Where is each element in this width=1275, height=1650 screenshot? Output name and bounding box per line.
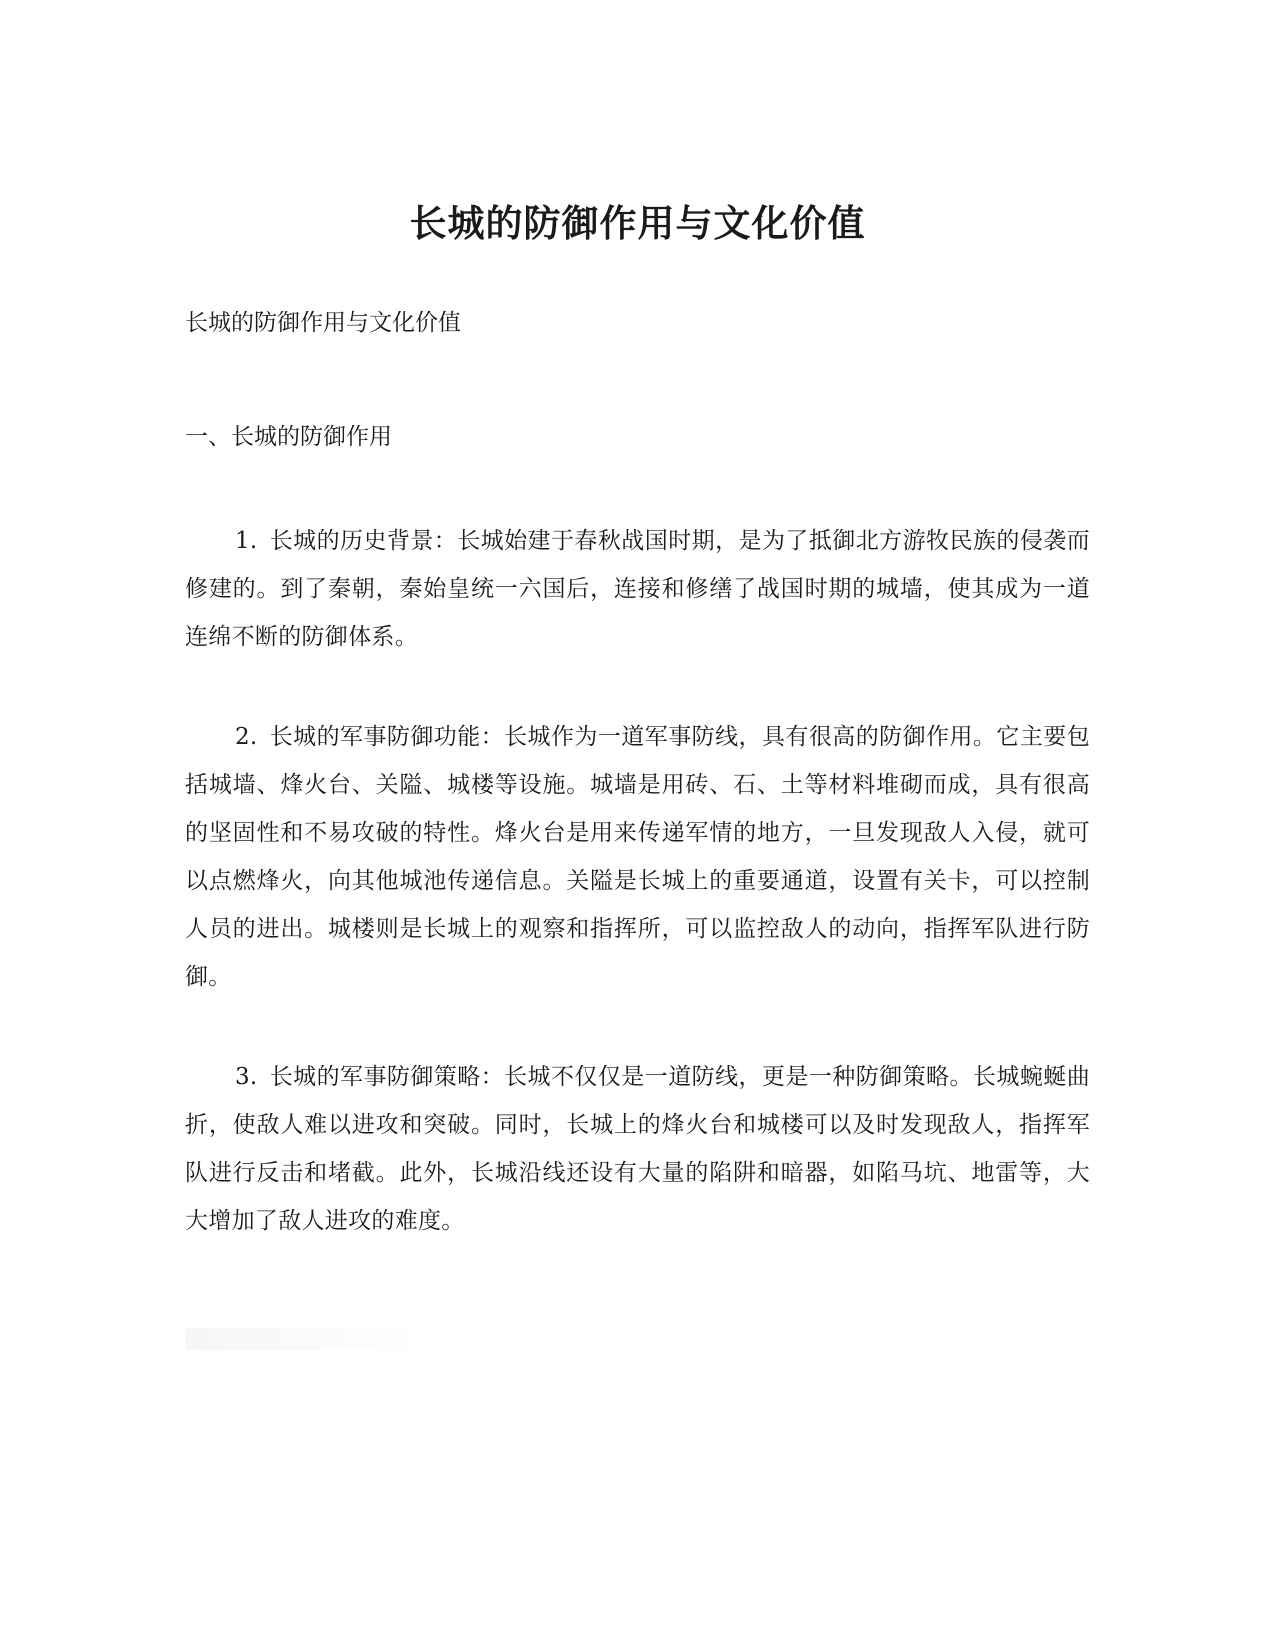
paragraph-number: 3. — [235, 1064, 258, 1090]
paragraph-text: 长城的历史背景：长城始建于春秋战国时期，是为了抵御北方游牧民族的侵袭而修建的。到了秦朝，秦始皇统一六国后，连接和修缮了战国时期的城墙，使其成为一道连绵不断的防御体系。 — [185, 528, 1090, 650]
document-subtitle: 长城的防御作用与文化价值 — [185, 310, 461, 336]
paragraph-1 — [185, 517, 1090, 661]
paragraph-number: 1. — [235, 528, 258, 554]
section-heading: 一、长城的防御作用 — [185, 424, 392, 450]
paragraph-text: 长城的军事防御功能：长城作为一道军事防线，具有很高的防御作用。它主要包括城墙、烽火台、关隘、城楼等设施。城墙是用砖、石、土等材料堆砌而成，具有很高的坚固性和不易攻破的特性。烽火台是用来传递军情的地方，一旦发现敌人入侵，就可以点燃烽火，向其他城池传递信息。关隘是长城上的重要通道，设置有关卡，可以控制人员的进出。城楼则是长城上的观察和指挥所，可以监控敌人的动向，指挥军队进行防御。 — [185, 724, 1090, 990]
document-title: 长城的防御作用与文化价值 — [409, 201, 866, 245]
faint-watermark-mark — [185, 1328, 410, 1350]
document-body — [185, 305, 1090, 1245]
paragraph-number: 2. — [235, 724, 258, 750]
paragraph-3 — [185, 1053, 1090, 1245]
paragraph-text: 长城的军事防御策略：长城不仅仅是一道防线，更是一种防御策略。长城蜿蜒曲折，使敌人难以进攻和突破。同时，长城上的烽火台和城楼可以及时发现敌人，指挥军队进行反击和堵截。此外，长城沿线还设有大量的陷阱和暗器，如陷马坑、地雷等，大大增加了敌人进攻的难度。 — [185, 1064, 1090, 1234]
paragraph-2 — [185, 713, 1090, 1001]
